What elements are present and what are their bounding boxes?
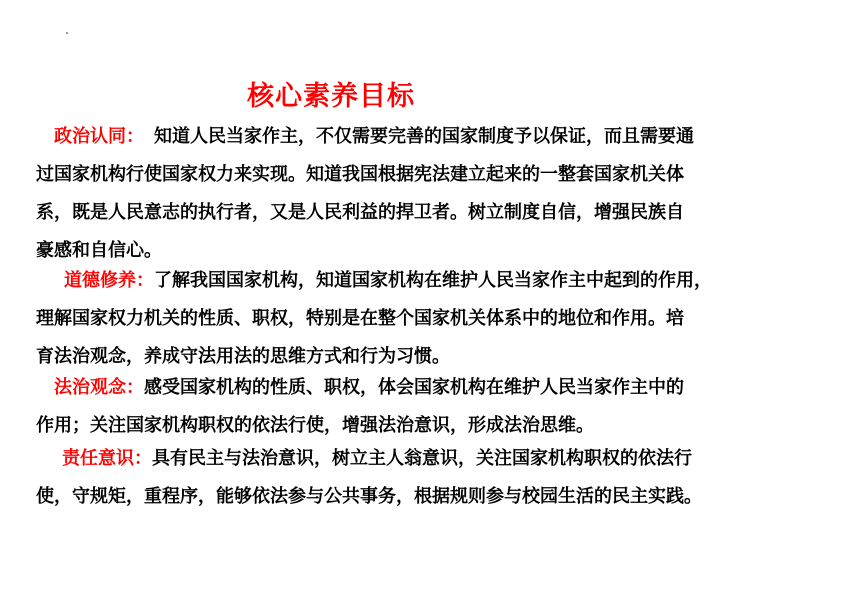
paragraph-line: 系，既是人民意志的执行者，又是人民利益的捍卫者。树立制度自信，增强民族自 — [36, 202, 684, 223]
paragraph-line: 作用；关注国家机构职权的依法行使，增强法治意识，形成法治思维。 — [36, 415, 594, 436]
paragraph-line — [36, 440, 816, 478]
paragraph-line — [36, 118, 816, 156]
paragraph-moral-cultivation — [36, 262, 816, 376]
decorative-dot — [66, 32, 68, 34]
paragraph-line: 理解国家权力机关的性质、职权，特别是在整个国家机关体系中的地位和作用。培 — [36, 308, 684, 329]
section-label-moral-cultivation: 道德修养： — [64, 270, 154, 291]
paragraph-text: 感受国家机构的性质、职权，体会国家机构在维护人民当家作主中的 — [144, 377, 684, 398]
paragraph-line: 豪感和自信心。 — [36, 240, 162, 261]
paragraph-rule-of-law — [36, 369, 816, 445]
section-label-responsibility: 责任意识： — [62, 448, 152, 469]
paragraph-line: 使，守规矩，重程序，能够依法参与公共事务，根据规则参与校园生活的民主实践。 — [36, 486, 702, 507]
section-label-rule-of-law: 法治观念： — [54, 377, 144, 398]
paragraph-line — [36, 369, 816, 407]
paragraph-line — [36, 262, 816, 300]
paragraph-responsibility — [36, 440, 816, 516]
paragraph-line: 过国家机构行使国家权力来实现。知道我国根据宪法建立起来的一整套国家机关体 — [36, 164, 684, 185]
section-label-political-identity: 政治认同： — [54, 126, 144, 147]
paragraph-text: 具有民主与法治意识，树立主人翁意识，关注国家机构职权的依法行 — [152, 448, 692, 469]
page-title: 核心素养目标 — [247, 81, 415, 112]
paragraph-text: 知道人民当家作主，不仅需要完善的国家制度予以保证，而且需要通 — [154, 126, 694, 147]
paragraph-text: 了解我国国家机构，知道国家机构在维护人民当家作主中起到的作用， — [154, 270, 712, 291]
paragraph-line: 育法治观念，养成守法用法的思维方式和行为习惯。 — [36, 346, 450, 367]
paragraph-political-identity — [36, 118, 816, 270]
